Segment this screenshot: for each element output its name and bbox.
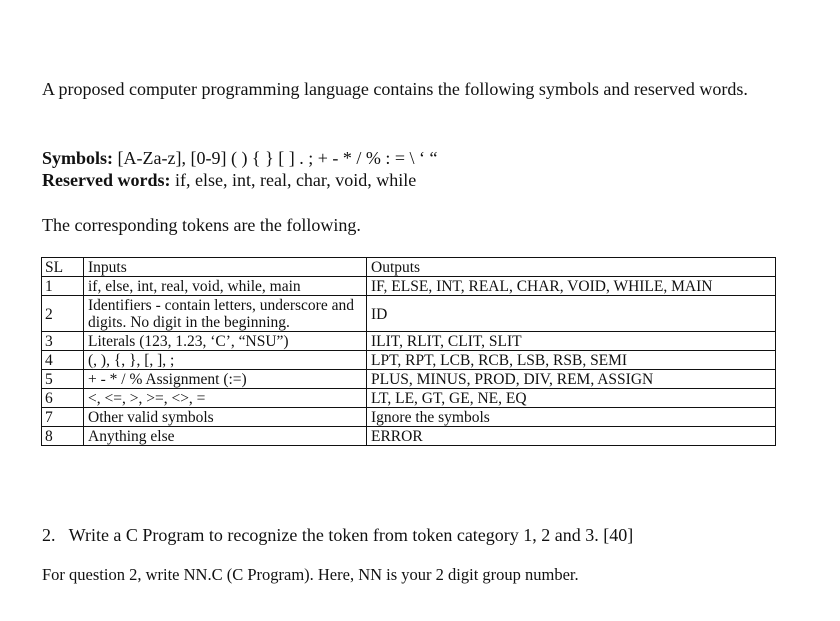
row-output: LPT, RPT, LCB, RCB, LSB, RSB, SEMI	[367, 351, 776, 370]
symbols-value: [A-Za-z], [0-9] ( ) { } [ ] . ; + - * / % : = \ ‘ “	[117, 148, 438, 168]
table-row	[42, 351, 776, 370]
reserved-words-line	[42, 169, 416, 191]
table-row	[42, 408, 776, 427]
row-sl: 7	[42, 408, 84, 427]
tokens-table	[41, 257, 776, 446]
row-output: IF, ELSE, INT, REAL, CHAR, VOID, WHILE, MAIN	[367, 277, 776, 296]
row-output: ERROR	[367, 427, 776, 446]
table-row	[42, 277, 776, 296]
row-input: Anything else	[84, 427, 367, 446]
intro-paragraph: A proposed computer programming language contains the following symbols and reserved words.	[42, 79, 748, 99]
row-output: ILIT, RLIT, CLIT, SLIT	[367, 332, 776, 351]
table-header-row	[42, 258, 776, 277]
row-sl: 3	[42, 332, 84, 351]
row-input: if, else, int, real, void, while, main	[84, 277, 367, 296]
table-row	[42, 296, 776, 332]
row-input: Literals (123, 1.23, ‘C’, “NSU”)	[84, 332, 367, 351]
row-sl: 5	[42, 370, 84, 389]
table-row	[42, 370, 776, 389]
row-input: Identifiers - contain letters, underscore and digits. No digit in the beginning.	[84, 296, 367, 332]
row-output: LT, LE, GT, GE, NE, EQ	[367, 389, 776, 408]
symbols-label: Symbols:	[42, 148, 114, 168]
reserved-words-label: Reserved words:	[42, 170, 171, 190]
row-input: <, <=, >, >=, <>, =	[84, 389, 367, 408]
table-row	[42, 427, 776, 446]
reserved-words-value: if, else, int, real, char, void, while	[174, 170, 417, 190]
header-outputs: Outputs	[367, 258, 776, 277]
row-output: Ignore the symbols	[367, 408, 776, 427]
table-row	[42, 389, 776, 408]
row-sl: 2	[42, 296, 84, 332]
header-inputs: Inputs	[84, 258, 367, 277]
row-sl: 6	[42, 389, 84, 408]
row-sl: 1	[42, 277, 84, 296]
question-2: 2. Write a C Program to recognize the token from token category 1, 2 and 3. [40]	[42, 525, 634, 545]
row-sl: 8	[42, 427, 84, 446]
submission-note: For question 2, write NN.C (C Program). Here, NN is your 2 digit group number.	[42, 565, 579, 584]
row-sl: 4	[42, 351, 84, 370]
header-sl: SL	[42, 258, 84, 277]
symbols-line	[42, 147, 437, 169]
row-input: + - * / % Assignment (:=)	[84, 370, 367, 389]
row-output: PLUS, MINUS, PROD, DIV, REM, ASSIGN	[367, 370, 776, 389]
table-row	[42, 332, 776, 351]
row-output: ID	[367, 296, 776, 332]
tokens-intro: The corresponding tokens are the following.	[42, 215, 361, 235]
row-input: Other valid symbols	[84, 408, 367, 427]
row-input: (, ), {, }, [, ], ;	[84, 351, 367, 370]
